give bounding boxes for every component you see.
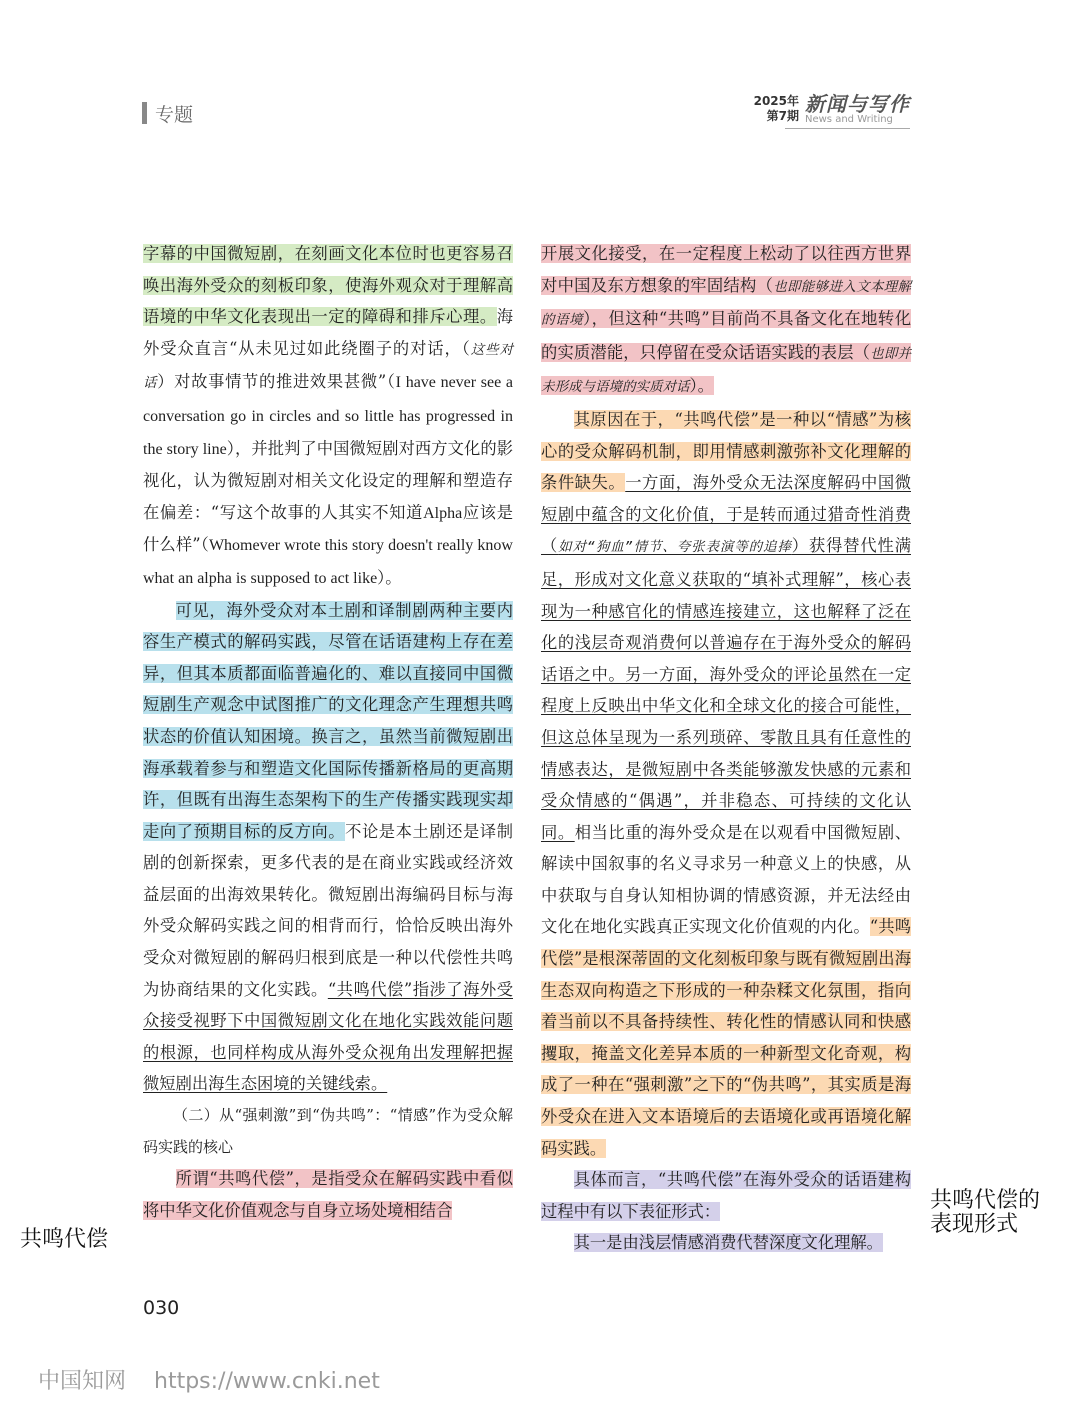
- highlight-purple: 其一是由浅层情感消费代替深度文化理解。: [573, 1233, 883, 1253]
- paragraph: 字幕的中国微短剧，在刻画文化本位时也更容易召唤出海外受众的刻板印象，使海外观众对于理解高语境的中华文化表现出一定的障碍和排斥心理。海外受众直言“从未见过如此绕圈子的对话，（这些对话）对故事情节的推进效果甚微”（I have never see a conversation go in circles and so little has progressed in the story line），并批判了中国微短剧对西方文化的影视化，认为微短剧对相关文化设定的理解和塑造存在偏差：“写这个故事的人其实不知道Alpha应该是什么样”（Whomever wrote this story doesn't really know what an alpha is supposed to act like）。: [143, 244, 514, 587]
- section-bar: [142, 102, 147, 124]
- magazine-title-en: News and Writing: [805, 114, 893, 125]
- right-column: [541, 238, 911, 1259]
- page-number: 030: [143, 1297, 180, 1319]
- paragraph: [541, 1164, 911, 1227]
- paragraph: [541, 238, 911, 404]
- header-divider: [785, 128, 910, 129]
- underlined-text: 一方面，海外受众无法深度解码中国微短剧中蕴含的文化价值，于是转而通过猎奇性消费（如对“狗血”情节、夸张表演等的追捧）获得替代性满足，形成对文化意义获取的“填补式理解”，核心表现为一种感官化的情感连接建立，这也解释了泛在化的浅层奇观消费何以普遍存在于海外受众的解码话语之中。另一方面，海外受众的评论虽然在一定程度上反映出中华文化和全球文化的接合可能性，但这总体呈现为一系列琐碎、零散且具有任意性的情感表达，是微短剧中各类能够激发快感的元素和受众情感的“偶遇”，并非稳态、可持续的文化认同。: [541, 473, 911, 842]
- left-column: [143, 238, 513, 1226]
- paragraph: 其原因在于，“共鸣代偿”是一种以“情感”为核心的受众解码机制，即用情感刺激弥补文化理解的条件缺失。一方面，海外受众无法深度解码中国微短剧中蕴含的文化价值，于是转而通过猎奇性消费（如对“狗血”情节、夸张表演等的追捧）获得替代性满足，形成对文化意义获取的“填补式理解”，核心表现为一种感官化的情感连接建立，这也解释了泛在化的浅层奇观消费何以普遍存在于海外受众的解码话语之中。另一方面，海外受众的评论虽然在一定程度上反映出中华文化和全球文化的接合可能性，但这总体呈现为一系列琐碎、零散且具有任意性的情感表达，是微短剧中各类能够激发快感的元素和受众情感的“偶遇”，并非稳态、可持续的文化认同。相当比重的海外受众是在以观看中国微短剧、解读中国叙事的名义寻求另一种意义上的快感，从中获取与自身认知相协调的情感资源，并无法经由文化在地化实践真正实现文化价值观的内化。“共鸣代偿”是根深蒂固的文化刻板印象与既有微短剧出海生态双向构造之下形成的一种杂糅文化氛围，指向着当前以不具备持续性、转化性的情感认同和快感攫取，掩盖文化差异本质的一种新型文化奇观，构成了一种在“强刺激”之下的“伪共鸣”，其实质是海外受众在进入文本语境后的去语境化或再语境化解码实践。: [541, 409, 911, 1158]
- highlight-orange: 其原因在于，“共鸣代偿”是一种以“情感”为核心的受众解码机制，即用情感刺激弥补文化理解的条件缺失。: [541, 409, 911, 493]
- paragraph: 可见，海外受众对本土剧和译制剧两种主要内容生产模式的解码实践，尽管在话语建构上存在差异，但其本质都面临普遍化的、难以直接同中国微短剧生产观念中试图推广的文化理念产生理想共鸣状态的价值认知困境。换言之，虽然当前微短剧出海承载着参与和塑造文化国际传播新格局的更高期许，但既有出海生态架构下的生产传播实践现实却走向了预期目标的反方向。不论是本土剧还是译制剧的创新探索，更多代表的是在商业实践或经济效益层面的出海效果转化。微短剧出海编码目标与海外受众解码实践之间的相背而行，恰恰反映出海外受众对微短剧的解码归根到底是一种以代偿性共鸣为协商结果的文化实践。“共鸣代偿”指涉了海外受众接受视野下中国微短剧文化在地化实践效能问题的根源，也同样构成从海外受众视角出发理解把握微短剧出海生态困境的关键线索。: [143, 600, 513, 1094]
- highlight-pink: 所谓“共鸣代偿”，是指受众在解码实践中看似将中华文化价值观念与自身立场处境相结合: [143, 1169, 513, 1220]
- annotation-right: 共鸣代偿的 表现形式: [930, 1188, 1041, 1237]
- footer-watermark: [38, 1364, 408, 1395]
- annotation-left: 共鸣代偿: [20, 1227, 109, 1252]
- paragraph: [143, 1163, 513, 1226]
- issue-number: 第7期: [766, 109, 799, 123]
- paragraph: [541, 1227, 911, 1259]
- section-header: [142, 100, 193, 126]
- site-url: https://www.cnki.net: [154, 1369, 380, 1394]
- highlight-pink: 开展文化接受，在一定程度上松动了以往西方世界对中国及东方想象的牢固结构（也即能够进入文本理解的语境），但这种“共鸣”目前尚不具备文化在地转化的实质潜能，只停留在受众话语实践的表层（也即并未形成与语境的实质对话）。: [541, 244, 912, 396]
- subheading: （二）从“强刺激”到“伪共鸣”：“情感”作为受众解码实践的核心: [143, 1106, 513, 1156]
- section-title: 专题: [155, 103, 194, 126]
- highlight-orange: “共鸣代偿”是根深蒂固的文化刻板印象与既有微短剧出海生态双向构造之下形成的一种杂糅文化氛围，指向着当前以不具备持续性、转化性的情感认同和快感攫取，掩盖文化差异本质的一种新型文化奇观，构成了一种在“强刺激”之下的“伪共鸣”，其实质是海外受众在进入文本语境后的去语境化或再语境化解码实践。: [541, 917, 911, 1158]
- highlight-green: 字幕的中国微短剧，在刻画文化本位时也更容易召唤出海外受众的刻板印象，使海外观众对于理解高语境的中华文化表现出一定的障碍和排斥心理。: [143, 244, 513, 327]
- magazine-header: [754, 94, 910, 126]
- underlined-text: “共鸣代偿”指涉了海外受众接受视野下中国微短剧文化在地化实践效能问题的根源，也同样构成从海外受众视角出发理解把握微短剧出海生态困境的关键线索。: [143, 979, 513, 1094]
- highlight-blue: 可见，海外受众对本土剧和译制剧两种主要内容生产模式的解码实践，尽管在话语建构上存在差异，但其本质都面临普遍化的、难以直接同中国微短剧生产观念中试图推广的文化理念产生理想共鸣状态的价值认知困境。换言之，虽然当前微短剧出海承载着参与和塑造文化国际传播新格局的更高期许，但既有出海生态架构下的生产传播实践现实却走向了预期目标的反方向。: [143, 600, 513, 841]
- site-name: 中国知网: [38, 1369, 127, 1394]
- highlight-purple: 具体而言，“共鸣代偿”在海外受众的话语建构过程中有以下表征形式：: [541, 1170, 911, 1221]
- issue-year: 2025年: [753, 94, 799, 108]
- magazine-title: 新闻与写作: [805, 92, 910, 116]
